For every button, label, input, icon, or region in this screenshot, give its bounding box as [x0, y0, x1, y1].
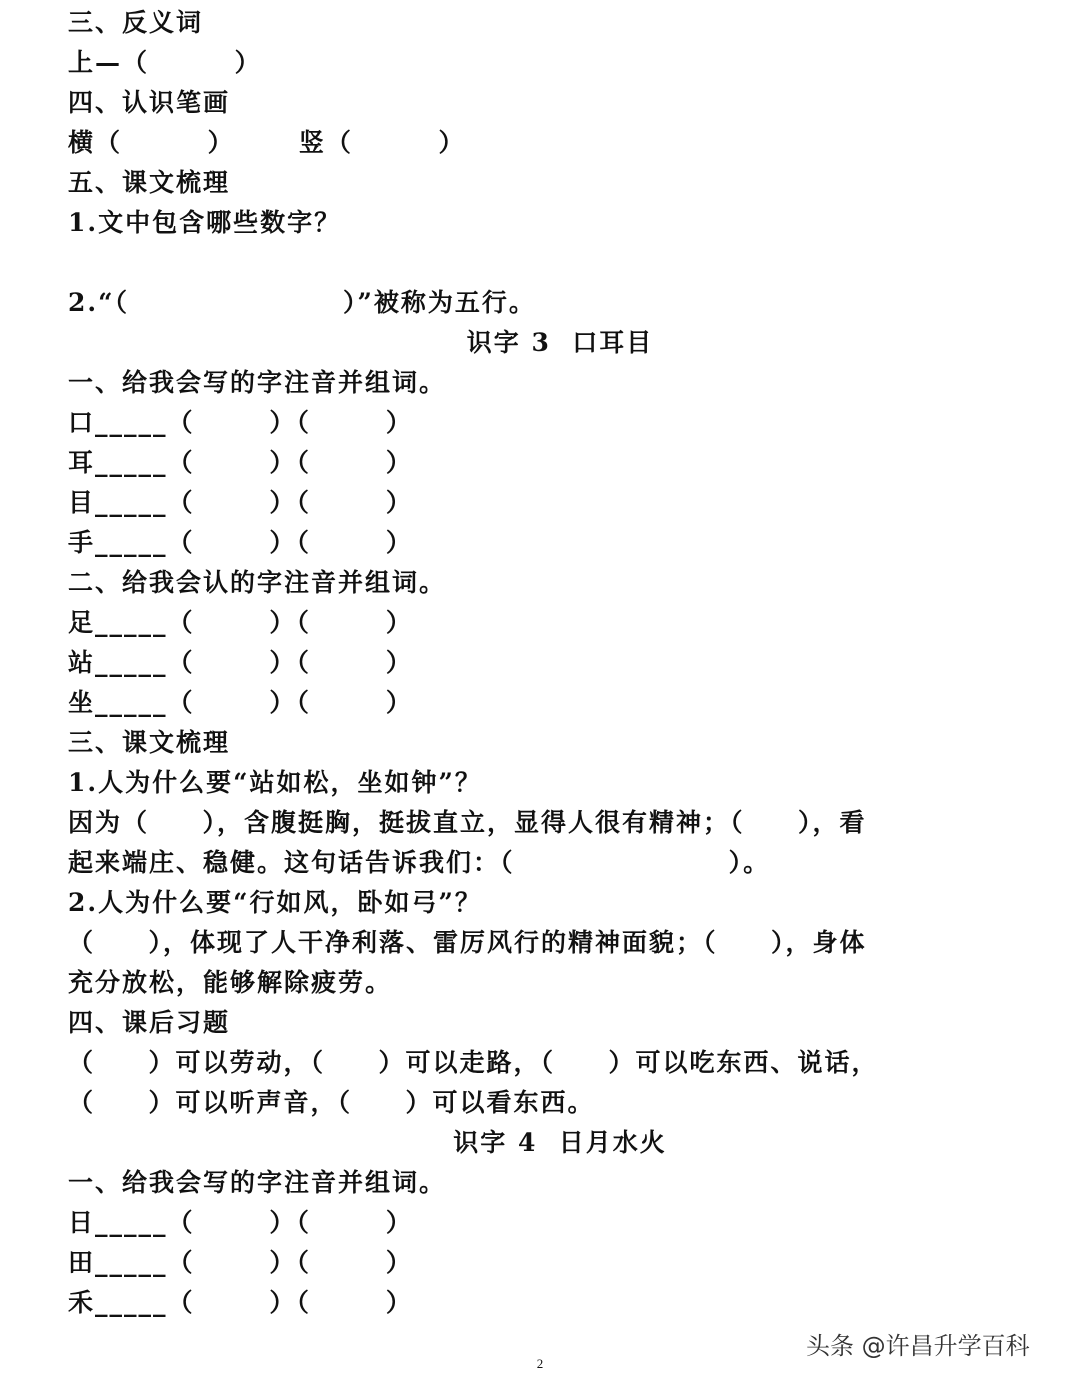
section-heading: 四、认识笔画 — [68, 88, 231, 117]
exercise-row: 田_____（ ）（ ） — [68, 1248, 413, 1277]
exercise-row: 站_____（ ）（ ） — [68, 648, 413, 677]
exercise-row: 手_____（ ）（ ） — [68, 528, 413, 557]
answer-line: （ ），体现了人干净利落、雷厉风行的精神面貌；（ ），身体 — [68, 928, 867, 957]
exercise-row: 足_____（ ）（ ） — [68, 608, 413, 637]
question: 2.“（ ）”被称为五行。 — [68, 288, 536, 317]
section-heading: 三、反义词 — [68, 8, 204, 37]
question: 2.人为什么要“行如风，卧如弓”？ — [68, 888, 482, 917]
exercise-row: 口_____（ ）（ ） — [68, 408, 413, 437]
section-heading: 三、课文梳理 — [68, 728, 231, 757]
lesson-title: 识字 4 日月水火 — [453, 1128, 667, 1157]
answer-line: 充分放松，能够解除疲劳。 — [68, 968, 393, 997]
answer-line: 起来端庄、稳健。这句话告诉我们：（ ）。 — [68, 848, 771, 877]
lesson-title: 识字 3 口耳目 — [466, 328, 654, 357]
section-heading: 五、课文梳理 — [68, 168, 231, 197]
section-heading: 一、给我会写的字注音并组词。 — [68, 1168, 447, 1197]
watermark: 头条 @许昌升学百科 — [806, 1332, 1030, 1360]
page-number: 2 — [536, 1356, 544, 1371]
answer-line: 因为（ ），含腹挺胸，挺拔直立，显得人很有精神；（ ），看 — [68, 808, 867, 837]
exercise-row: 坐_____（ ）（ ） — [68, 688, 413, 717]
antonym-question: 上—（ ） — [68, 48, 262, 77]
section-heading: 二、给我会认的字注音并组词。 — [68, 568, 447, 597]
section-heading: 一、给我会写的字注音并组词。 — [68, 368, 447, 397]
question: 1.人为什么要“站如松，坐如钟”？ — [68, 768, 482, 797]
exercise-row: 禾_____（ ）（ ） — [68, 1288, 413, 1317]
exercise-line: （ ）可以劳动，（ ）可以走路，（ ）可以吃东西、说话， — [68, 1048, 879, 1077]
exercise-row: 目_____（ ）（ ） — [68, 488, 413, 517]
stroke-question: 横（ ） 竖（ ） — [68, 128, 466, 157]
exercise-line: （ ）可以听声音，（ ）可以看东西。 — [68, 1088, 595, 1117]
exercise-row: 耳_____（ ）（ ） — [68, 448, 413, 477]
section-heading: 四、课后习题 — [68, 1008, 231, 1037]
exercise-row: 日_____（ ）（ ） — [68, 1208, 413, 1237]
question: 1.文中包含哪些数字？ — [68, 208, 342, 237]
